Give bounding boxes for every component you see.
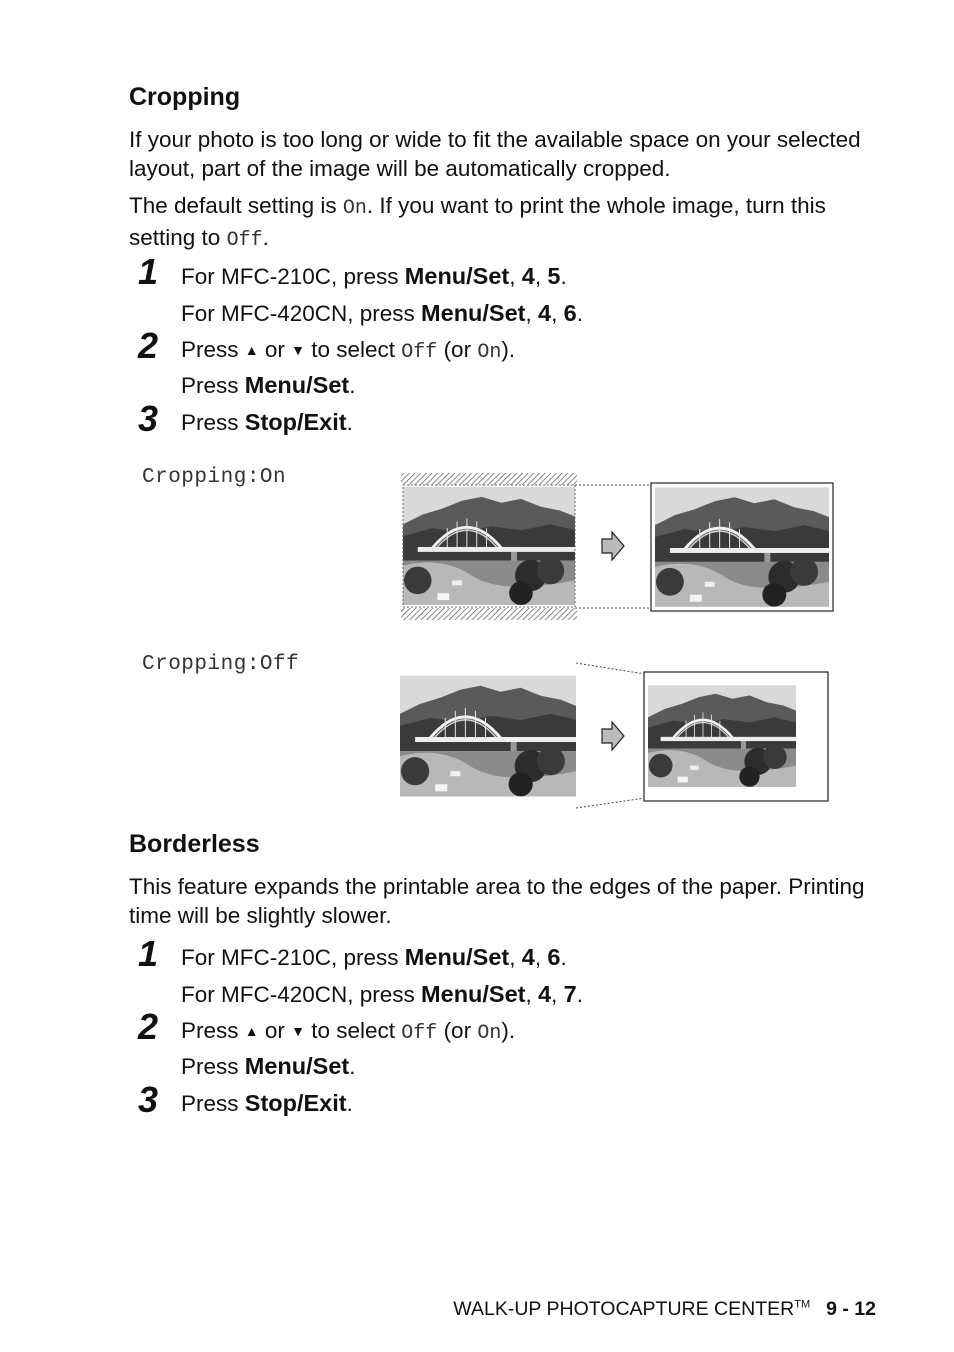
borderless-step-3-line: Press Stop/Exit. (181, 1090, 353, 1116)
cropping-on-label: Cropping:On (142, 466, 287, 489)
borderless-step-1-line-mfc420cn: For MFC-420CN, press Menu/Set, 4, 7. (181, 981, 583, 1007)
footer-title: WALK-UP PHOTOCAPTURE CENTER (453, 1298, 795, 1320)
cropping-off-label: Cropping:Off (142, 653, 300, 676)
step-2-line-select: Press ▲ or ▼ to select Off (or On). (181, 337, 516, 364)
step-2-line-press-menu: Press Menu/Set. (181, 372, 356, 398)
step-3-line: Press Stop/Exit. (181, 409, 353, 435)
borderless-step-number-1: 1 (138, 933, 159, 974)
result-photo-off (648, 685, 796, 786)
cropping-default-setting-text: The default setting is On. If you want to print the whole image, turn this setting to Off. (129, 193, 826, 252)
crop-area-top (401, 473, 577, 485)
step-number-1: 1 (138, 251, 159, 292)
up-arrow-icon: ▲ (244, 342, 259, 358)
up-arrow-icon: ▲ (244, 1023, 259, 1039)
cropping-illustration (395, 470, 840, 815)
step-number-2: 2 (138, 325, 159, 366)
source-photo-on (403, 487, 575, 605)
step-1-line-mfc420cn: For MFC-420CN, press Menu/Set, 4, 6. (181, 300, 583, 326)
page-number: 9 - 12 (826, 1298, 876, 1320)
source-photo-off (400, 676, 576, 797)
cropping-heading: Cropping (129, 83, 241, 111)
result-photo-on (655, 487, 829, 606)
option-on-text: On (342, 197, 367, 220)
down-arrow-icon: ▼ (291, 342, 305, 358)
borderless-heading: Borderless (129, 830, 260, 858)
arrow-right-icon-on (602, 532, 624, 560)
down-arrow-icon: ▼ (291, 1023, 305, 1039)
page-footer (453, 1298, 876, 1321)
step-1-line-mfc210c: For MFC-210C, press Menu/Set, 4, 5. (181, 263, 567, 289)
trademark-symbol: TM (794, 1298, 811, 1311)
borderless-step-2-line-select: Press ▲ or ▼ to select Off (or On). (181, 1018, 516, 1045)
step-number-3: 3 (138, 398, 159, 439)
crop-area-bottom (401, 608, 577, 620)
borderless-step-number-2: 2 (138, 1006, 159, 1047)
arrow-right-icon-off (602, 722, 624, 750)
borderless-step-number-3: 3 (138, 1079, 159, 1120)
cropping-description: If your photo is too long or wide to fit the available space on your selected layout, part of the image will be automatically cropped. (129, 127, 861, 181)
option-off-text: Off (226, 229, 263, 252)
borderless-description: This feature expands the printable area to the edges of the paper. Printing time will be slightly slower. (129, 874, 865, 928)
borderless-step-2-line-press-menu: Press Menu/Set. (181, 1053, 356, 1079)
borderless-step-1-line-mfc210c: For MFC-210C, press Menu/Set, 4, 6. (181, 944, 567, 970)
